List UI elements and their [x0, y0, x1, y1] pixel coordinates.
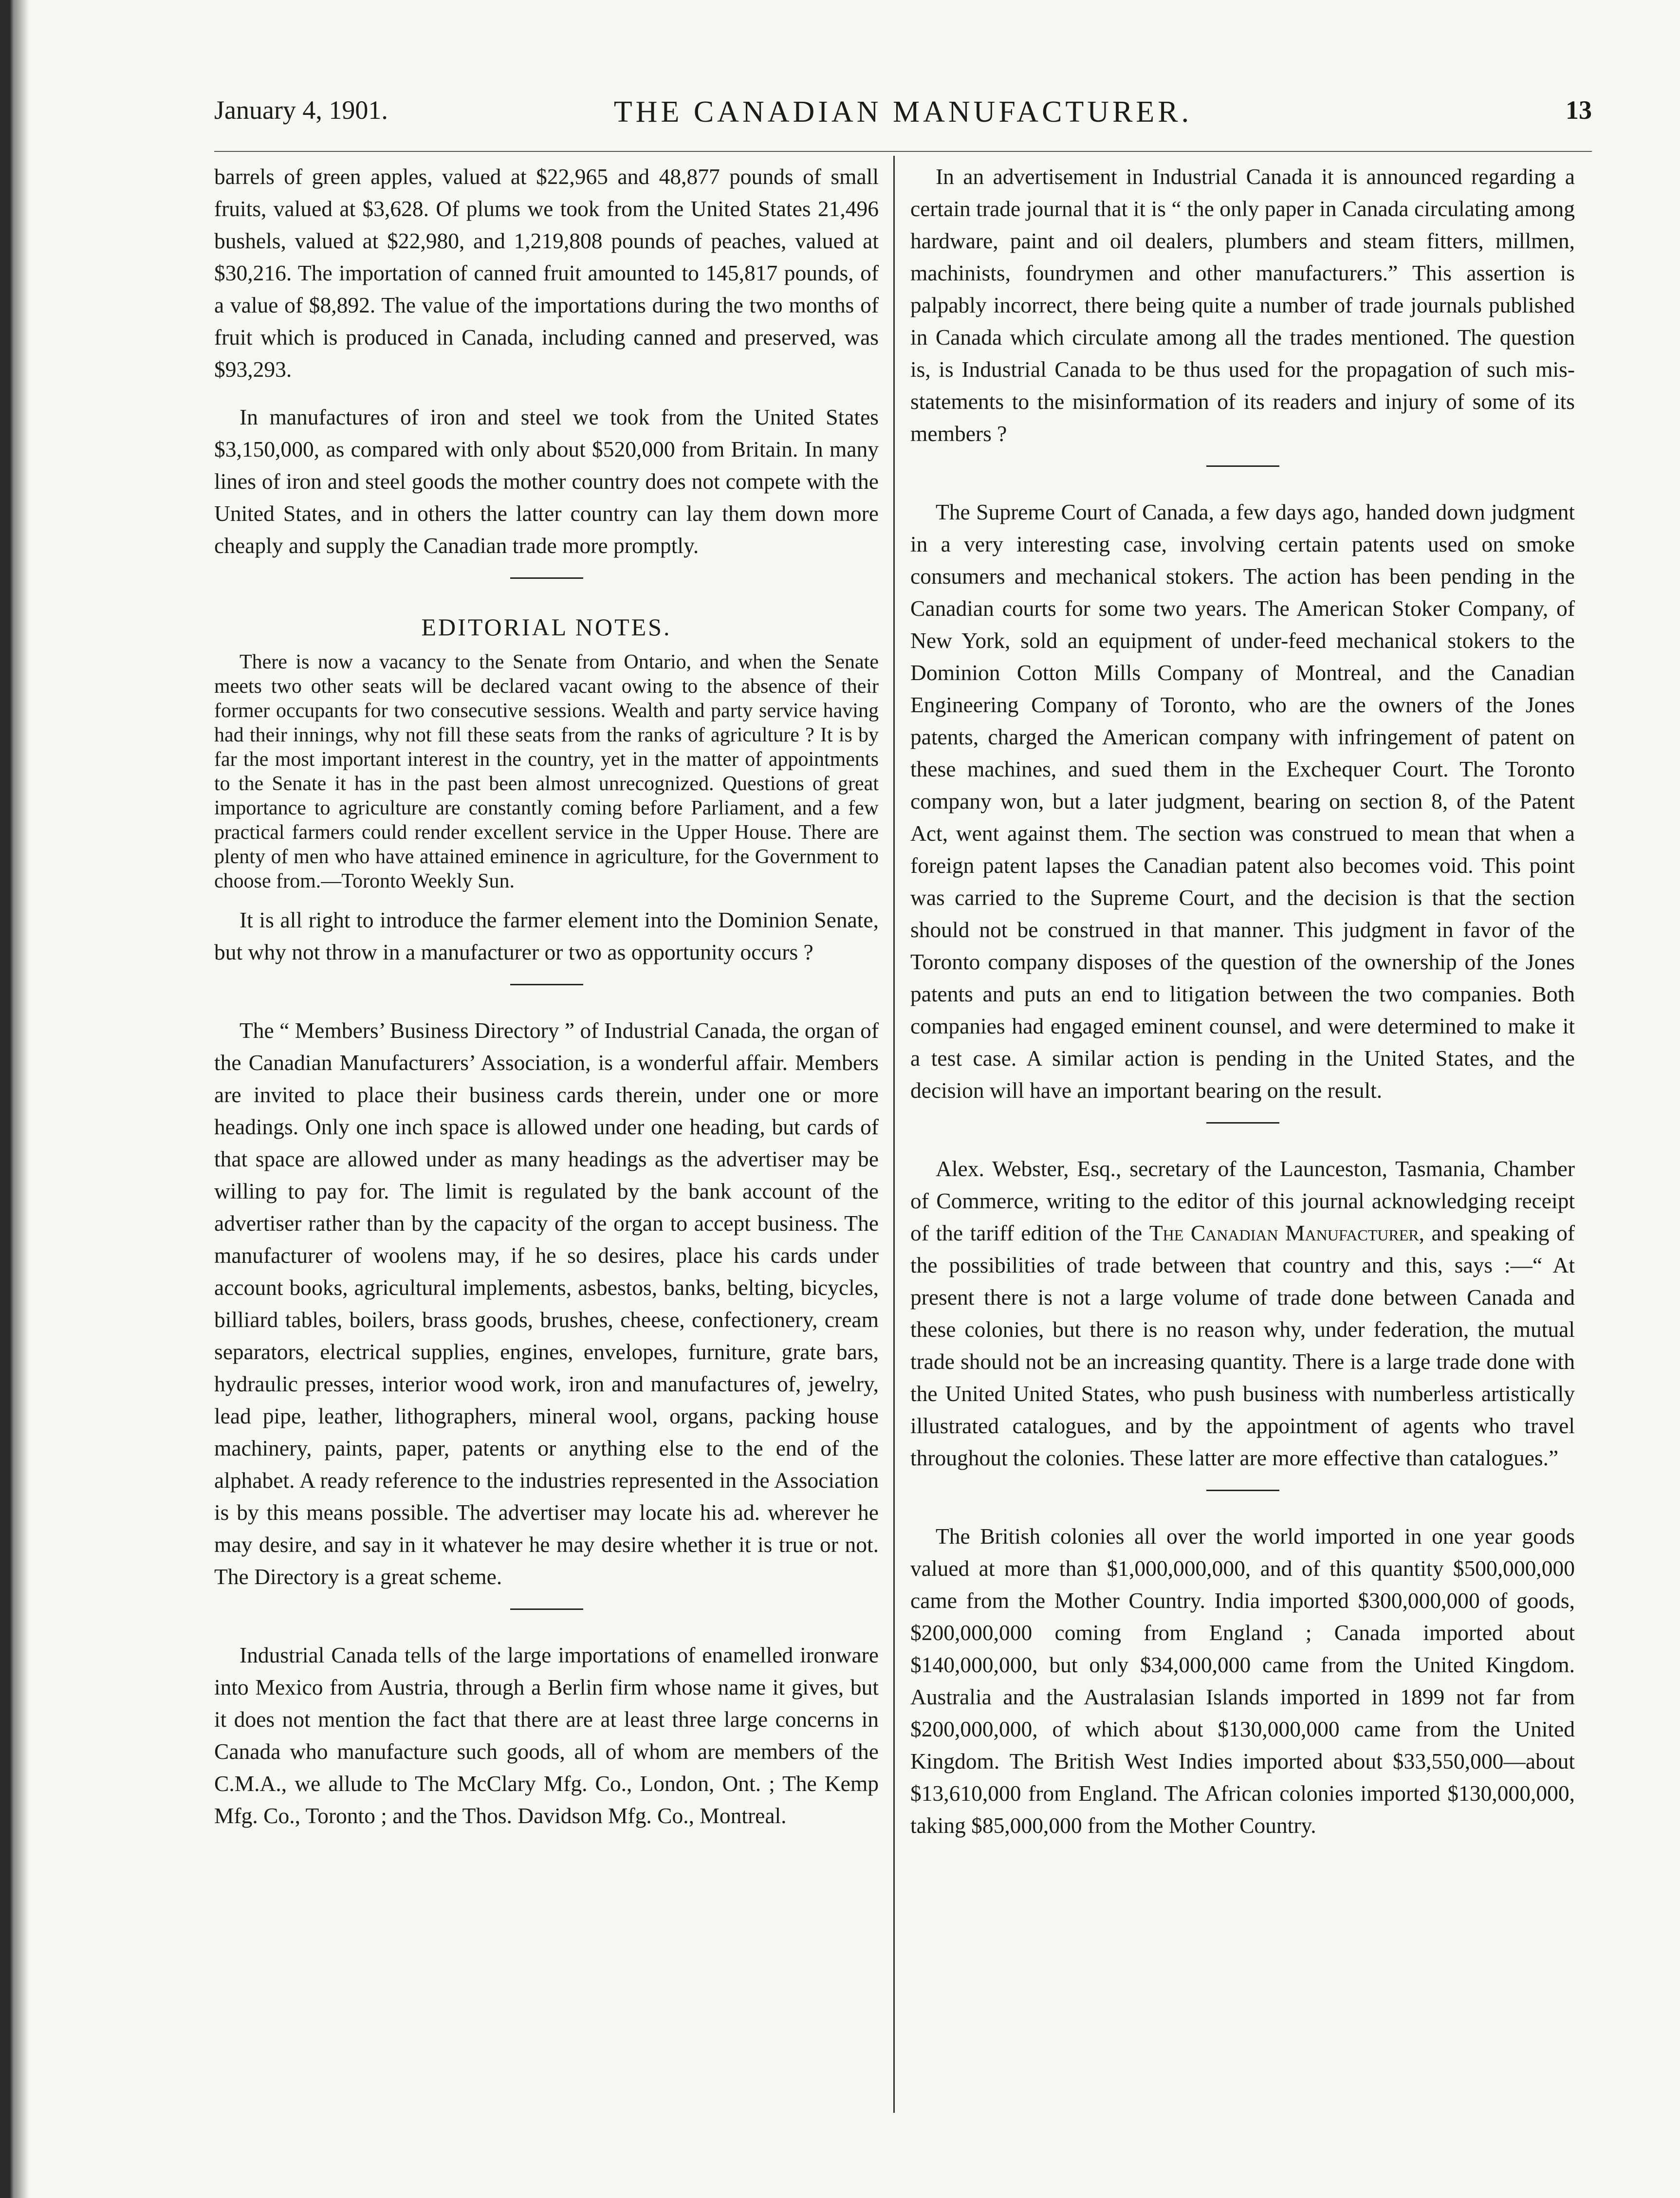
left-column — [214, 161, 879, 1847]
separator-rule — [510, 984, 583, 985]
paragraph-webster-letter — [910, 1153, 1575, 1474]
right-column — [910, 161, 1575, 1857]
paragraph-enamelled-ironware: Industrial Canada tells of the large importations of enamelled ironware into Mexico from Austria, through a Berlin firm whose name it gives, but it does not mention the fact that there are at least three large concerns in Canada who manufacture such goods, all of whom are members of the C.M.A., we allude to The McClary Mfg. Co., London, Ont. ; The Kemp Mfg. Co., Toronto ; and the Thos. Davidson Mfg. Co., Montreal. — [214, 1643, 879, 1828]
issue-date: January 4, 1901. — [214, 95, 388, 125]
paragraph-senate-reply: It is all right to introduce the farmer element into the Dominion Senate, but why not throw in a manufacturer or two as opportunity occurs ? — [214, 907, 879, 964]
paragraph-trade-journal: In an advertisement in Industrial Canada it is announced regarding a certain trade journal that it is “ the only paper in Canada circulating among hardware, paint and oil dealers, plumbers and steam fitters, millmen, machinists, foundrymen and other manufacturers.” This assertion is palpably incorrect, there being quite a number of trade journals published in Canada which circulate among all the trades mentioned. The question is, is Industrial Canada to be thus used for the propagation of such mis-statements to the misinformation of its readers and injury of some of its members ? — [910, 164, 1575, 446]
journal-name: The Canadian Manufacturer — [1149, 1220, 1419, 1245]
paragraph-iron-steel: In manufactures of iron and steel we took from the United States $3,150,000, as compared with only about $520,000 from Britain. In many lines of iron and steel goods the mother country does not compete with the United States, and in others the latter country can lay them down more cheaply and supply the Canadian trade more promptly. — [214, 405, 879, 558]
paragraph-senate-quote: There is now a vacancy to the Senate from Ontario, and when the Senate meets two other seats will be declared vacant owing to the absence of their former occupants for two consecutive sessions. Wealth and party service having had their innings, why not fill these seats from the ranks of agriculture ? It is by far the most important interest in the country, yet in the matter of appointments to the Senate it has in the past been almost unrecognized. Questions of great importance to agriculture are constantly coming before Parliament, and a few practical farmers could render excellent service in the Upper House. There are plenty of men who have attained eminence in agriculture, for the Government to choose from.—Toronto Weekly Sun. — [214, 651, 879, 892]
separator-rule — [1206, 465, 1279, 467]
section-heading: EDITORIAL NOTES. — [421, 613, 672, 641]
paragraph-supreme-court: The Supreme Court of Canada, a few days ago, handed down judgment in a very interesting case, involving certain patents used on smoke consumers and mechanical stokers. The action has been pending in the Canadian courts for some two years. The American Stoker Company, of New York, sold an equipment of under-feed mechanical stokers to the Dominion Cotton Mills Company of Montreal, and the Canadian Engineering Company of Toronto, who are the owners of the Jones patents, charged the American company with infringement of patent on these machines, and sued them in the Exchequer Court. The Toronto company won, but a later judgment, bearing on section 8, of the Patent Act, went against them. The section was construed to mean that when a foreign patent lapses the Canadian patent also becomes void. This point was carried to the Supreme Court, and the decision is that the section should not be construed in that manner. This judgment in favor of the Toronto company disposes of the question of the ownership of the Jones patents and puts an end to litigation between the two companies. Both companies had engaged eminent counsel, and were determined to make it a test case. A similar action is pending in the United States, and the decision will have an important bearing on the result. — [910, 499, 1575, 1103]
scan-binding-edge — [0, 0, 29, 2198]
header-rule — [214, 151, 1592, 152]
journal-title: THE CANADIAN MANUFACTURER. — [613, 95, 1193, 129]
paragraph-fruit-imports: barrels of green apples, valued at $22,965 and 48,877 pounds of small fruits, valued at $3,628. Of plums we took from the United States 21,496 bushels, valued at $22,980, and 1,219,808 pounds of peaches, valued at $30,216. The importation of canned fruit amounted to 145,817 pounds, of a value of $8,892. The value of the importations during the two months of fruit which is produced in Canada, including canned and preserved, was $93,293. — [214, 164, 879, 382]
separator-rule — [1206, 1122, 1279, 1124]
paragraph-british-colonies: The British colonies all over the world imported in one year goods valued at more than $1,000,000,000, and of this quantity $500,000,000 came from the Mother Country. India imported $300,000,000 of goods, $200,000,000 coming from England ; Canada imported about $140,000,000, but only $34,000,000 came from the United Kingdom. Australia and the Australasian Islands imported in 1899 not far from $200,000,000, of which about $130,000,000 came from the United Kingdom. The British West Indies imported about $33,550,000—about $13,610,000 from England. The African colonies imported $130,000,000, taking $85,000,000 from the Mother Country. — [910, 1524, 1575, 1838]
separator-rule — [510, 577, 583, 579]
page-header — [214, 95, 1592, 144]
page-number: 13 — [1566, 95, 1592, 125]
paragraph-business-directory: The “ Members’ Business Directory ” of Industrial Canada, the organ of the Canadian Manufacturers’ Association, is a wonderful affair. Members are invited to place their business cards therein, under one or more headings. Only one inch space is allowed under one heading, but cards of that space are allowed under as many headings as the advertiser may be willing to pay for. The limit is regulated by the bank account of the advertiser rather than by the capacity of the organ to accept business. The manufacturer of woolens may, if he so desires, place his cards under account books, agricultural implements, asbestos, banks, belting, bicycles, billiard tables, boilers, brass goods, brushes, cheese, confectionery, cream separators, electrical supplies, engines, envelopes, furniture, grate bars, hydraulic presses, interior wood work, iron and manufactures of, jewelry, lead pipe, leather, lithographers, mineral wool, organs, packing house machinery, paints, paper, patents or anything else to the end of the alphabet. A ready reference to the industries represented in the Association is by this means possible. The advertiser may locate his ad. wherever he may desire, and say in it whatever he may desire whether it is true or not. The Directory is a great scheme. — [214, 1018, 879, 1589]
webster-text-start: Alex. Webster, Esq., secretary of the Launceston, Tasmania, Chamber of Commerce, writing to the editor of this journal acknowledging receipt of the tariff edition of the — [910, 1156, 1575, 1245]
webster-text-end: , and speaking of the possibilities of trade between that country and this, says :—“ At present there is not a large volume of trade done between Canada and these colonies, but there is no reason why, under federation, the mutual trade should not be an increasing quantity. There is a large trade done with the United United States, who push business with numberless artistically illustrated catalogues, and by the appointment of agents who travel throughout the colonies. These latter are more effective than catalogues.” — [910, 1220, 1575, 1470]
separator-rule — [1206, 1490, 1279, 1491]
separator-rule — [510, 1608, 583, 1610]
column-divider — [893, 156, 895, 2113]
